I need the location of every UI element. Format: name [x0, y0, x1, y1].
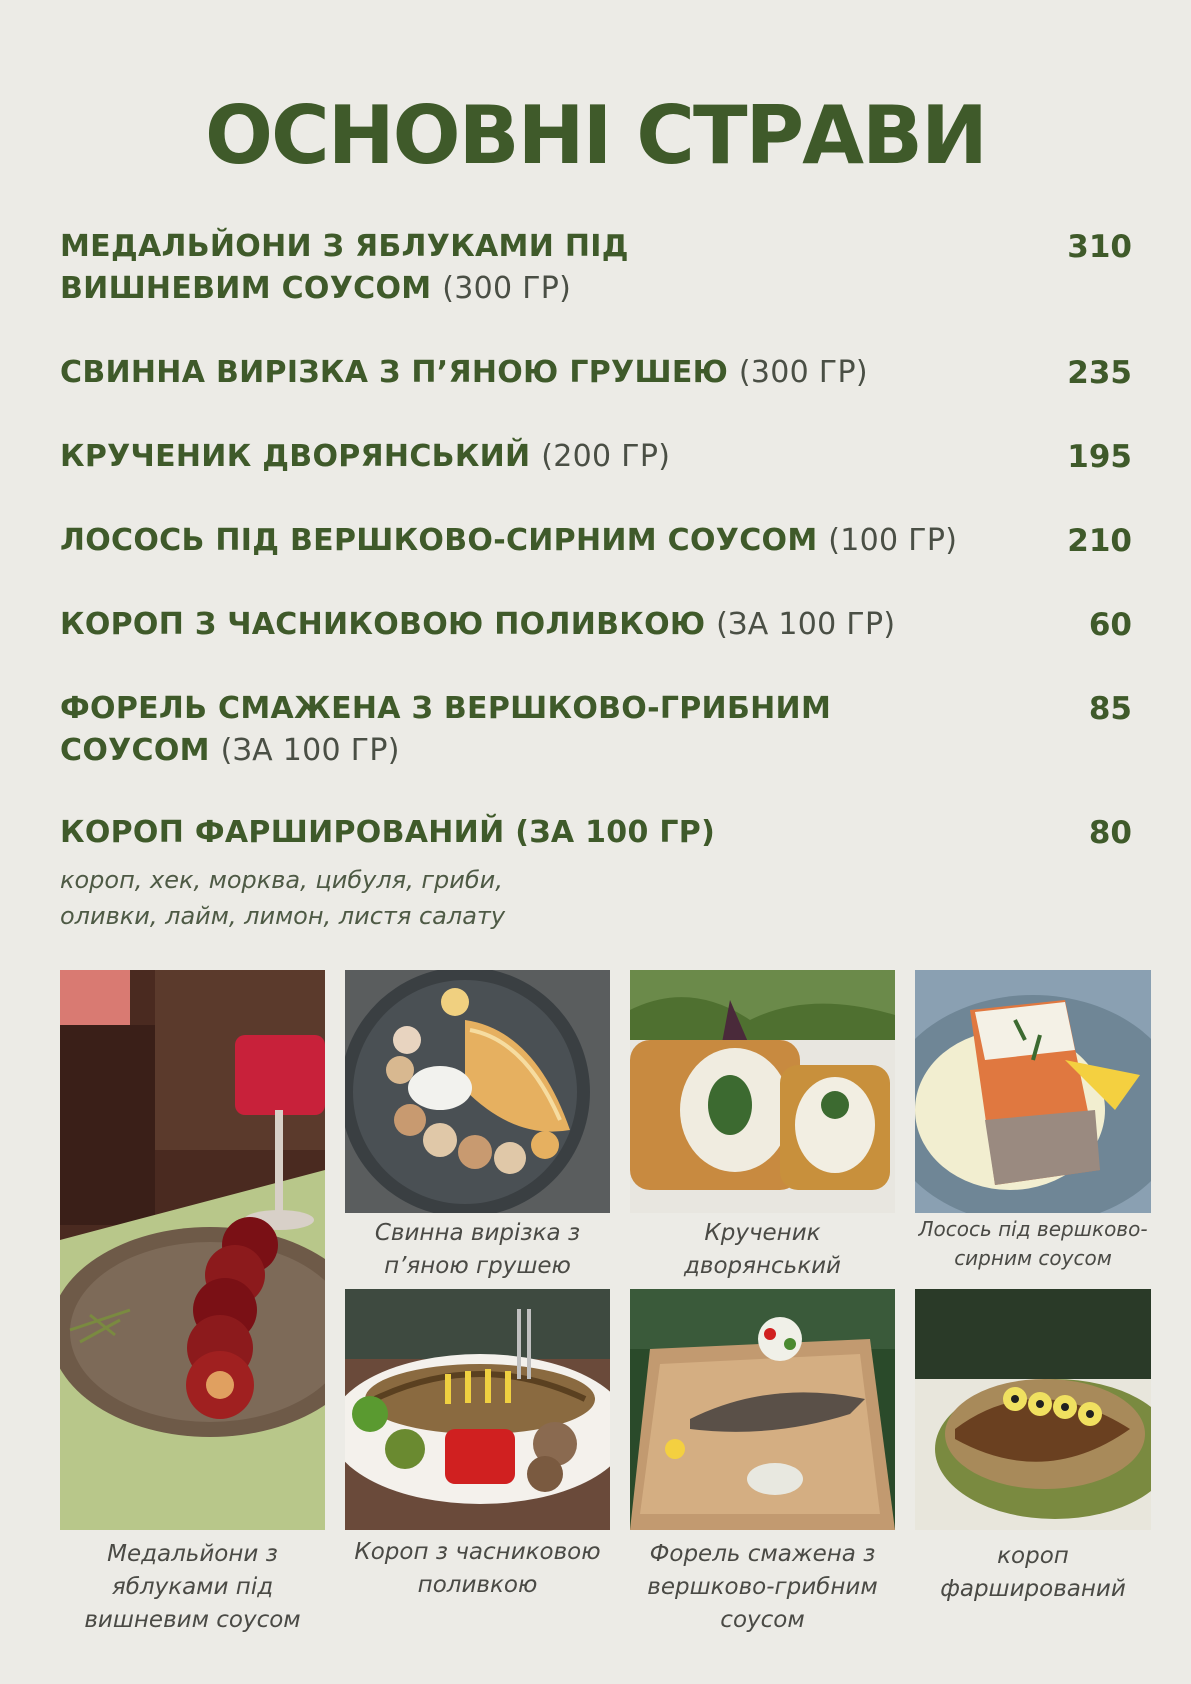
menu-item-salmon [60, 520, 1132, 562]
kruchenyk-image [630, 970, 895, 1213]
photo-salmon [915, 970, 1151, 1213]
item-price: 60 [1088, 607, 1132, 643]
item-price: 85 [1088, 691, 1132, 727]
item-price: 310 [1067, 229, 1132, 265]
menu-item-trout [60, 688, 1132, 772]
item-name: КОРОП ФАРШИРОВАНИЙ (ЗА 100 ГР) [60, 815, 716, 850]
photo-trout [630, 1289, 895, 1530]
salmon-image [915, 970, 1151, 1213]
caption-kruchenyk: Крученик дворянський [684, 1220, 841, 1279]
item-weight: (ЗА 100 ГР) [716, 607, 896, 642]
page-title: ОСНОВНІ СТРАВИ [205, 89, 986, 182]
caption-pork: Свинна вирізка з п’яною грушею [374, 1220, 581, 1279]
caption-medallions: Медальйони з яблуками під вишневим соусом [84, 1541, 301, 1633]
item-price: 195 [1067, 439, 1132, 475]
menu-item-medallions [60, 226, 1132, 310]
caption-carp-stuffed: короп фарширований [940, 1543, 1126, 1602]
item-weight: (200 ГР) [541, 439, 671, 474]
item-name: КРУЧЕНИК ДВОРЯНСЬКИЙ [60, 439, 531, 474]
carp-stuffed-image [915, 1289, 1151, 1530]
photo-medallions [60, 970, 325, 1530]
photo-carp-garlic [345, 1289, 610, 1530]
item-name: ФОРЕЛЬ СМАЖЕНА З ВЕРШКОВО-ГРИБНИМ СОУСОМ [60, 691, 832, 768]
item-name: СВИННА ВИРІЗКА З П’ЯНОЮ ГРУШЕЮ [60, 355, 729, 390]
item-description: короп, хек, морква, цибуля, гриби, оливки, лайм, лимон, листя салату [60, 866, 506, 930]
item-price: 235 [1067, 355, 1132, 391]
item-name: ЛОСОСЬ ПІД ВЕРШКОВО-СИРНИМ СОУСОМ [60, 523, 818, 558]
item-weight: (100 ГР) [828, 523, 958, 558]
item-price: 80 [1088, 815, 1132, 851]
caption-carp-garlic: Короп з часниковою поливкою [354, 1539, 601, 1598]
item-weight: (300 ГР) [442, 271, 572, 306]
item-price: 210 [1067, 523, 1132, 559]
caption-salmon: Лосось під вершково-сирним соусом [918, 1217, 1148, 1270]
item-weight: (ЗА 100 ГР) [220, 733, 400, 768]
photo-kruchenyk [630, 970, 895, 1213]
photo-pork [345, 970, 610, 1213]
menu-item-carp-stuffed [60, 812, 1132, 934]
trout-image [630, 1289, 895, 1530]
menu-item-pork [60, 352, 1132, 394]
item-weight: (300 ГР) [738, 355, 868, 390]
carp-garlic-image [345, 1289, 610, 1530]
item-name: КОРОП З ЧАСНИКОВОЮ ПОЛИВКОЮ [60, 607, 706, 642]
medallions-image [60, 970, 325, 1530]
menu-item-kruchenyk [60, 436, 1132, 478]
photo-carp-stuffed [915, 1289, 1151, 1530]
menu-item-carp-garlic [60, 604, 1132, 646]
pork-image [345, 970, 610, 1213]
item-name: МЕДАЛЬЙОНИ З ЯБЛУКАМИ ПІД ВИШНЕВИМ СОУСОМ [60, 229, 629, 306]
caption-trout: Форель смажена з вершково-грибним соусом [647, 1541, 878, 1633]
